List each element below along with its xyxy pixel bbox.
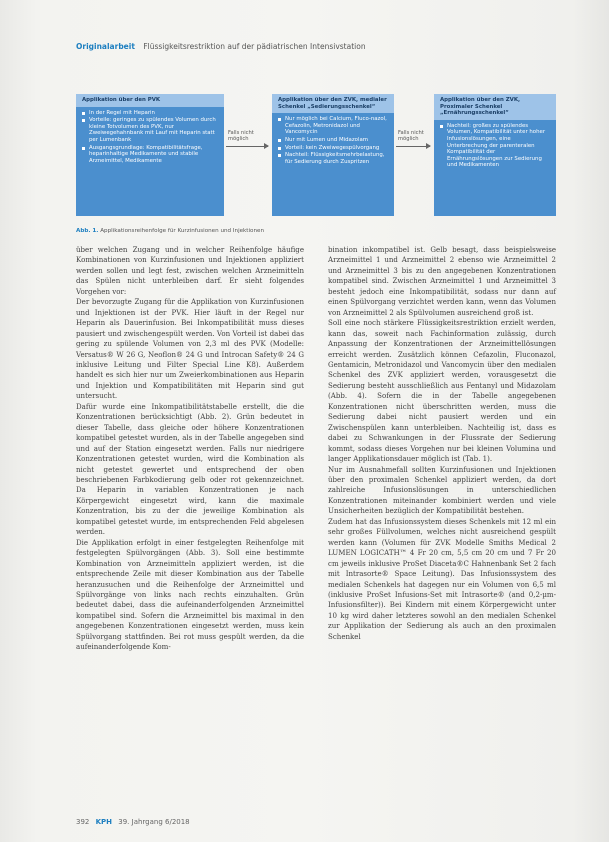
body-paragraph: Zudem hat das Infusionssystem dieses Schenkels mit 12 ml ein sehr großes Füllvolumen, welches nicht ausreichend gespült werden kann (Volumen für ZVK Modelle Smiths Medical 2 LUMEN LOGICATH™ 4 Fr 20 cm, 5,5 cm 20 cm und 7 Fr 20 cm jeweils inklusive ProSet Diaceta®C Hahnenbank Set 2 fach mit Intrasorte® Space Leitung). Das Infusionssystem des medialen Schenkels hat dagegen nur ein Volumen von 6,5 ml (inklusive ProSet Infusions-Set mit Intrasorte® (and 0,2-µm-Infusionsfilter)). Bei Kindern mit einem Körpergewicht unter 10 kg wird daher letzteres sowohl an den medialen Schenkel zur Applikation der Sedierung als auch an den proximalen Schenkel <box>328 516 556 641</box>
text-column-left <box>76 245 304 653</box>
body-paragraph: bination inkompatibel ist. Gelb besagt, dass beispielsweise Arzneimittel 1 und Arzneimittel 2 ebenso wie Arzneimittel 2 und Arzneimittel 3 bis zu den angegebenen Konzentrationen kompatibel sind. Zwischen Arzneimittel 1 und Arzneimittel 3 besteht jedoch eine Inkompatibilität, sodass nur dann auf einen Spülvorgang verzichtet werden kann, wenn das Volumen von Arzneimittel 2 als Spülvolumen ausreichend groß ist. <box>328 245 556 317</box>
running-title: Flüssigkeitsrestriktion auf der pädiatrischen Intensivstation <box>143 42 366 51</box>
box-title: Applikation über den ZVK, medialer Schenkel „Sedierungsschenkel“ <box>272 94 394 113</box>
caption-label: Abb. 1. <box>76 228 99 234</box>
box-bullet-list <box>434 123 556 169</box>
page-footer <box>76 818 190 826</box>
body-paragraph: Der bevorzugte Zugang für die Applikation von Kurzinfusionen und Injektionen ist der PVK. Hier läuft in der Regel nur Heparin als Dauerinfusion. Bei Inkompatibilität muss dieses pausiert und zwischengespült werden. Von Vorteil ist dabei das gering zu spülende Volumen von 2,3 ml des PVK (Modelle: Versatus® W 26 G, Neoflon® 24 G und Introcan Safety® 24 G inklusive Leitung und Filter Special Line K8). Außerdem handelt es sich hier nur um Zweierkombinationen aus Heparin und Injektion und Kompatibilitäten mit Heparin sind gut untersucht. <box>76 297 304 401</box>
figure-caption <box>76 228 556 234</box>
journal-brand: KPH <box>95 818 113 826</box>
arrow-label: Falls nicht möglich <box>398 130 424 142</box>
bullet-item: Nachteil: großes zu spülendes Volumen, Kompatibilität unter hoher Infusionslösungen, eine Unterbrechung der parenteralen Kompatibilität der Ernährungslösungen zur Sedierung und Medikamenten <box>440 123 551 169</box>
box-pvk <box>76 94 224 216</box>
arrow-label: Falls nicht möglich <box>228 130 254 142</box>
bullet-item: Nur mit Lumen und Midazolam <box>278 137 389 144</box>
box-title: Applikation über den PVK <box>76 94 224 107</box>
arrow-right-icon <box>396 146 430 147</box>
body-paragraph: Nur im Ausnahmefall sollten Kurzinfusionen und Injektionen über den proximalen Schenkel appliziert werden, da dort zahlreiche Infusionslösungen in unterschiedlichen Konzentrationen miteinander kombiniert werden und viele Unsicherheiten bezüglich der Kompatibilität bestehen. <box>328 464 556 516</box>
text-column-right <box>328 245 556 642</box>
body-paragraph: über welchen Zugang und in welcher Reihenfolge häufige Kombinationen von Kurzinfusionen und Injektionen appliziert werden sollen und legt fest, zwischen welchen Arzneimitteln das Spülen nicht unterbleiben darf. Er sieht folgendes Vorgehen vor: <box>76 245 304 296</box>
box-title: Applikation über den ZVK, Proximaler Schenkel „Ernährungsschenkel“ <box>434 94 556 120</box>
article-type-label: Originalarbeit <box>76 42 135 51</box>
bullet-item: Vorteil: kein Zweiwegespülvorgang <box>278 145 389 152</box>
page-number: 392 <box>76 818 90 826</box>
arrow-right-icon <box>226 146 268 147</box>
body-paragraph: Soll eine noch stärkere Flüssigkeitsrestriktion erzielt werden, kann das, soweit nach Fachinformation zulässig, durch Anpassung der Konzentrationen der Arzneimittellösungen erreicht werden. Zusätzlich können Cefazolin, Fluconazol, Gentamicin, Metronidazol und Vancomycin über den medialen Schenkel des ZVK appliziert werden, vorausgesetzt die Sedierung besteht ausschließlich aus Fentanyl und Midazolam (Abb. 4). Sofern die in der Tabelle angegebenen Konzentrationen nicht überschritten werden, muss die Sedierung dabei nicht pausiert werden und ein Zwischenspülen kann unterbleiben. Nachteilig ist, dass es dabei zu Schwankungen in der Flussrate der Sedierung kommt, sodass dieses Vorgehen nur bei kleinen Volumina und langer Applikationsdauer möglich ist (Tab. 1). <box>328 318 556 464</box>
box-bullet-list <box>272 116 394 165</box>
caption-text: Applikationsreihenfolge für Kurzinfusionen und Injektionen <box>100 228 265 234</box>
running-header <box>76 42 556 51</box>
box-zvk-medial <box>272 94 394 216</box>
bullet-item: In der Regel mit Heparin <box>82 110 219 117</box>
bullet-item: Nachteil: Flüssigkeitsmehrbelastung, für Sedierung durch Zuspritzen <box>278 152 389 165</box>
box-bullet-list <box>76 110 224 165</box>
bullet-item: Ausgangsgrundlage: Kompatibilitätsfrage, heparinhaltige Medikamente und stabile Arzneimittel, Medikamente <box>82 145 219 165</box>
bullet-item: Vorteile: geringes zu spülendes Volumen durch kleine Totvolumen des PVK, nur Zweiwegehahnbank mit Lauf mit Heparin statt per Lumenbank <box>82 117 219 143</box>
flowchart-figure <box>76 84 566 224</box>
bullet-item: Nur möglich bei Calcium, Fluco-nazol, Cefazolin, Metronidazol und Vancomycin <box>278 116 389 136</box>
box-zvk-proximal <box>434 94 556 216</box>
journal-issue: 39. Jahrgang 6/2018 <box>118 818 190 826</box>
body-paragraph: Dafür wurde eine Inkompatibilitätstabelle erstellt, die die Konzentrationen berücksichtigt (Abb. 2). Grün bedeutet in dieser Tabelle, dass gleiche oder höhere Konzentrationen kompatibel getestet wurden, als in der Tabelle angegeben sind und auf der Station eingesetzt werden. Falls nur niedrigere Konzentrationen getestet wurden, wird die Kombination als nicht getestet gewertet und entsprechend der oben beschriebenen Farbkodierung gelb oder rot gekennzeichnet. Da Heparin in variablen Konzentrationen je nach Körpergewicht eingesetzt wird, kann die maximale Konzentration, bis zu der die jeweilige Kombination als kompatibel getestet wurde, im entsprechenden Feld abgelesen werden. <box>76 401 304 537</box>
body-paragraph: Die Applikation erfolgt in einer festgelegten Reihenfolge mit festgelegten Spülvorgängen (Abb. 3). Soll eine bestimmte Kombination von Arzneimitteln appliziert werden, ist die entsprechende Zeile mit dieser Kombination aus der Tabelle heranzusuchen und die Reihenfolge der Arzneimittel und Spülvorgänge von links nach rechts einzuhalten. Grün bedeutet dabei, dass die aufeinanderfolgenden Arzneimittel kompatibel sind. Sofern die Arzneimittel bis maximal in den angegebenen Konzentrationen eingesetzt werden, muss kein Spülvorgang stattfinden. Bei rot muss gespült werden, da die aufeinanderfolgende Kom- <box>76 537 304 652</box>
